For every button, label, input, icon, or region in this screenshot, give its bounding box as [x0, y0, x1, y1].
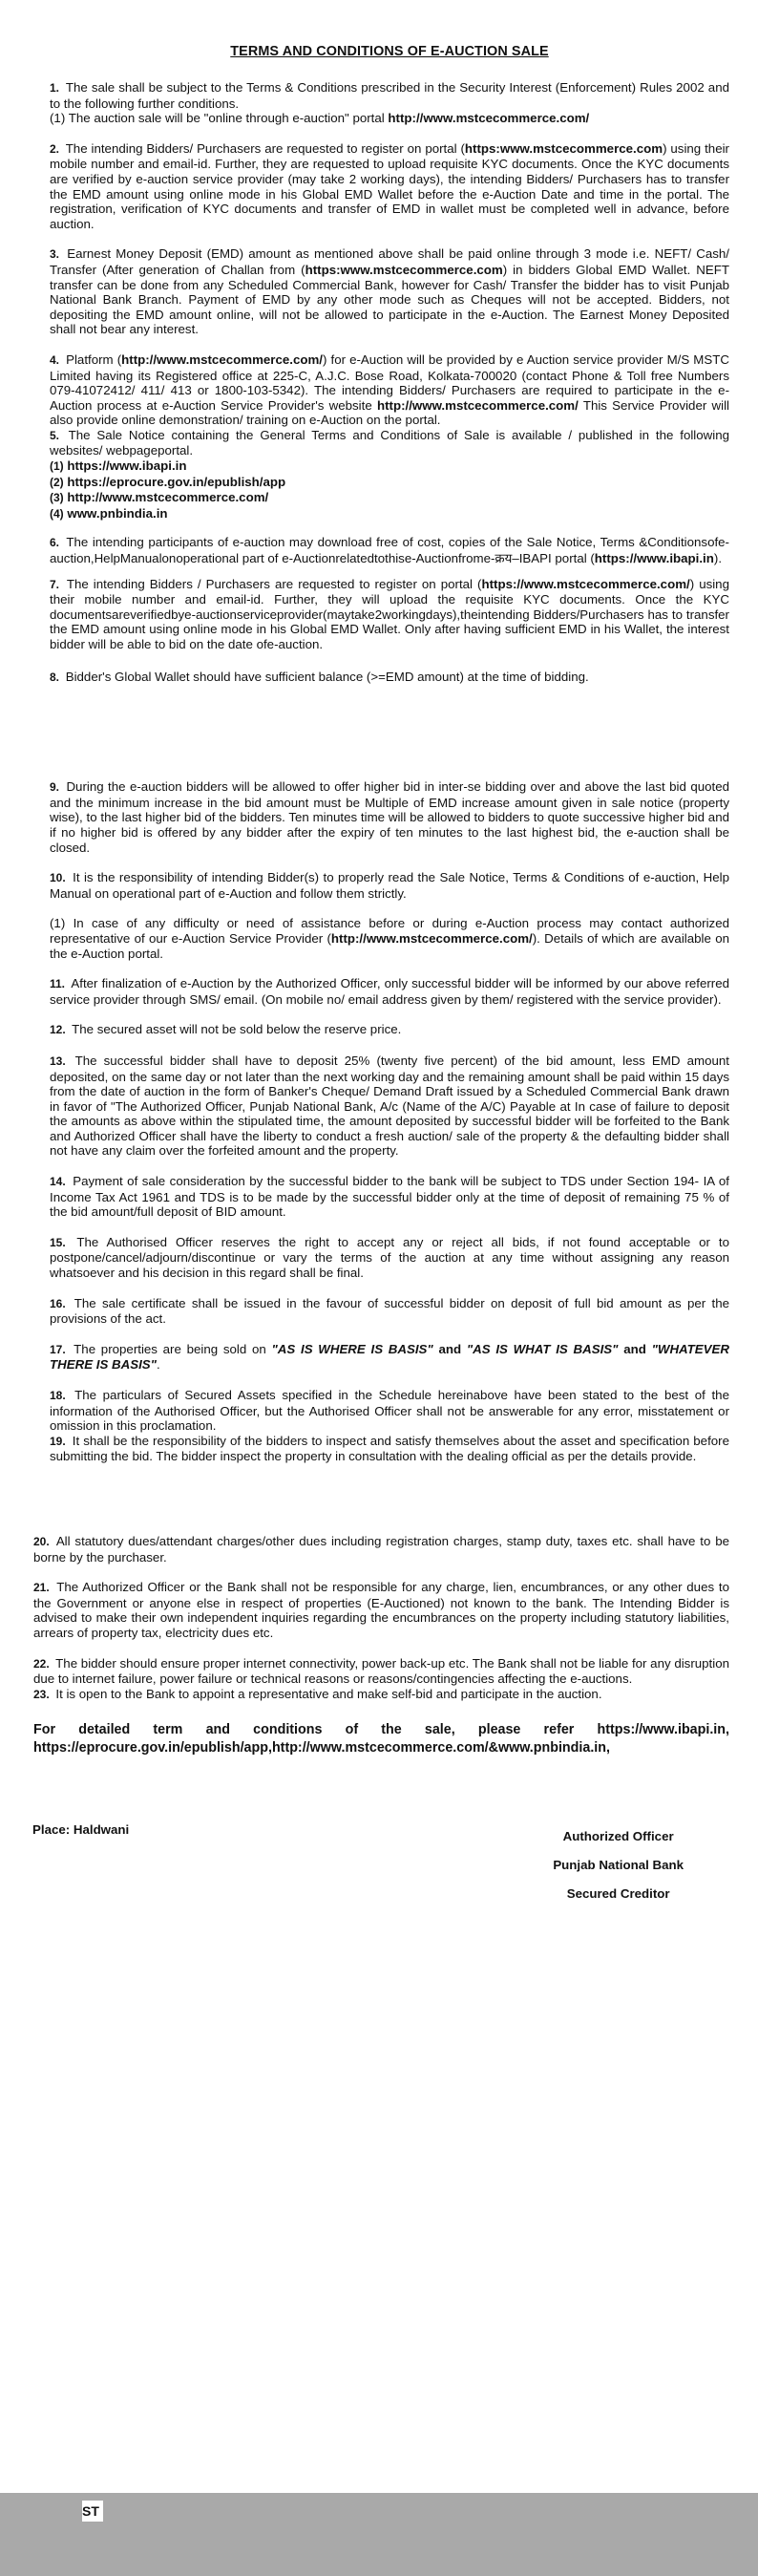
clause-number: 21. — [33, 1581, 50, 1595]
clause-text-mid: ) for e-Auction will be provided by e Auction service provider M/S MSTC Limited having its Registered office at 225-C, A.J.C. Bose Road, Kolkata-700020 (contact Phone & Toll free Numbers 079-41072412/ 411/ 413 or 1800-103-5342). The intending Bidders/ Purchasers are required to participate in the e-Auction process at e-Auction Service Provider's website — [50, 351, 729, 413]
basis-term: "AS IS WHERE IS BASIS" — [271, 1341, 433, 1356]
sub-text: The auction sale will be "online through e-auction" portal — [68, 111, 385, 126]
clause-number: 8. — [50, 670, 60, 684]
clause-number: 13. — [50, 1054, 66, 1068]
page-break-gap — [50, 695, 729, 779]
clause-number: 18. — [50, 1389, 66, 1402]
clause-number: 19. — [50, 1434, 66, 1448]
clause-text: The secured asset will not be sold below the reserve price. — [72, 1022, 402, 1037]
clause-text: All statutory dues/attendant charges/other dues including registration charges, stamp duty, taxes etc. shall have to be borne by the purchaser. — [33, 1533, 729, 1565]
website-item[interactable]: (1) https://www.ibapi.in — [50, 458, 187, 474]
sub-text-post: ). Details of which are available on the e-Auction portal. — [50, 930, 729, 961]
clause-text-post: ) using their mobile number and email-id. Further, they are requested to upload requisite KYC documents. Once the KYC documents are verified by e-auction service provider (may take 2 working days), the intending Bidders/ Purchasers has to transfer the EMD amount using online mode in his Global EMD Wallet before the e-Auction Date and time in the portal. The registration, verification of KYC documents and transfer of EMD in wallet must be completed well in advance, before auction. — [50, 140, 729, 231]
clause-text-post: . — [156, 1357, 160, 1373]
clause-number: 4. — [50, 352, 60, 367]
clause-text: During the e-auction bidders will be allowed to offer higher bid in inter-se bidding over and above the last bid quoted and the minimum increase in the bid amount must be Multiple of EMD increase amount given in sale notice (property wise), to the last higher bid of the bidders. Ten minutes time will be allowed to bidders to quote successive higher bid and if no higher bid is offered by any bidder after the expiry of ten minutes to the last highest bid, the e-auction shall be closed. — [50, 779, 729, 855]
website-list — [50, 458, 729, 522]
clause-18 — [50, 1388, 729, 1434]
portal-link[interactable]: https://www.mstcecommerce.com/ — [481, 576, 690, 591]
clause-1 — [50, 80, 729, 111]
clause-text: The Authorized Officer or the Bank shall not be responsible for any charge, lien, encumbrances, or any other dues to the Government or anyone else in respect of properties (E-Auctioned) not known to the bank. The Intending Bidder is advised to make their own independent inquiries regarding the encumbrances on the property including statutory liabilities, arrears of property tax, electricity dues etc. — [33, 1580, 729, 1640]
clause-number: 14. — [50, 1175, 66, 1189]
clause-number: 5. — [50, 428, 60, 442]
clause-8 — [50, 670, 729, 686]
clause-4 — [50, 352, 729, 428]
clause-10-sub — [50, 916, 729, 961]
clause-text: The successful bidder shall have to deposit 25% (twenty five percent) of the bid amount, less EMD amount deposited, on the same day or not later than the next working day and the remaining amount shall be paid within 15 days from the date of auction in the form of Banker's Cheque/ Demand Draft issued by a Scheduled Commercial Bank drawn in favor of "The Authorized Officer, Punjab National Bank, A/c (Name of the A/C) Payable at In case of failure to deposit the amounts as above within the stipulated time, the amount deposited by successful bidder will be forfeited to the Bank and Authorized Officer shall have the liberty to conduct a fresh auction/ sale of the property & the defaulting bidder shall not have any claim over the forfeited amount and the property. — [50, 1053, 729, 1159]
clause-number: 2. — [50, 141, 60, 156]
conjunction: and — [438, 1341, 462, 1356]
portal-link[interactable]: http://www.mstcecommerce.com/ — [388, 111, 590, 126]
clause-2 — [50, 141, 729, 232]
clause-number: 11. — [50, 977, 66, 991]
clause-number: 9. — [50, 780, 60, 795]
sub-number: (1) — [50, 111, 66, 126]
clause-text: It is open to the Bank to appoint a representative and make self-bid and participate in the auction. — [55, 1686, 602, 1701]
clause-text-post: ) using their mobile number and email-id. Further, they will upload the requisite KYC documents. Once the KYC documentsareverifiedbye-auctionserviceprovider(maytake2workingdays),theintending Bidders/Purchasers has to transfer the EMD amount using online mode in his Global EMD Wallet. Only after having sufficient EMD in his Wallet, the interest bidder will be able to bid on the date ofe-auction. — [50, 576, 729, 651]
page-break-gap — [50, 1475, 729, 1534]
clause-text-pre: Earnest Money Deposit (EMD) amount as mentioned above shall be paid online through 3 mode i.e. NEFT/ Cash/ Transfer (After generation of Challan from ( — [50, 246, 729, 277]
clause-text-pre: Platform ( — [66, 351, 122, 367]
portal-link[interactable]: http://www.mstcecommerce.com/ — [121, 351, 323, 367]
conjunction: and — [623, 1341, 646, 1356]
clause-number: 7. — [50, 577, 60, 591]
website-item[interactable]: (2) https://eprocure.gov.in/epublish/app — [50, 474, 286, 489]
sub-number: (1) — [50, 916, 66, 931]
clause-text-pre: The intending Bidders / Purchasers are requested to register on portal ( — [66, 576, 482, 591]
clause-14 — [50, 1174, 729, 1220]
clause-number: 22. — [33, 1656, 50, 1671]
clause-number: 10. — [50, 871, 66, 885]
clause-19 — [50, 1434, 729, 1464]
clause-text: The Sale Notice containing the General Terms and Conditions of Sale is available / published in the following websites/ webpageportal. — [50, 427, 729, 458]
portal-link[interactable]: https:www.mstcecommerce.com — [305, 262, 503, 277]
clause-text-post: ) in bidders Global EMD Wallet. NEFT transfer can be done from any Scheduled Commercial Bank, however for Cash/ Transfer the bidder has to visit Punjab National Bank Branch. Payment of EMD by any other mode such as Cheques will not be accepted. Bidders, not depositing the EMD amount online, will not be allowed to participate in the e-Auction. The Earnest Money Deposited shall not bear any interest. — [50, 262, 729, 337]
officer-block — [553, 1822, 684, 1908]
footer-stub-text: ST — [82, 2501, 103, 2522]
place-label: Place: Haldwani — [32, 1822, 130, 1838]
clause-number: 1. — [50, 81, 60, 95]
clause-16 — [50, 1296, 729, 1327]
clause-9 — [50, 779, 729, 855]
clause-text-pre: The properties are being sold on — [74, 1341, 266, 1356]
clause-text-post: ). — [713, 551, 723, 566]
clause-number: 15. — [50, 1235, 66, 1249]
final-note: For detailed term and conditions of the sale, please refer https://www.ibapi.in, https://eprocure.gov.in/epublish/app,http://www.mstcecommerce.com/&www.pnbindia.in, — [33, 1722, 729, 1756]
clause-5 — [50, 428, 729, 458]
website-item[interactable]: (3) http://www.mstcecommerce.com/ — [50, 490, 269, 505]
portal-link[interactable]: http://www.mstcecommerce.com/ — [376, 397, 579, 413]
clause-17 — [50, 1342, 729, 1373]
clause-number: 17. — [50, 1342, 66, 1356]
clause-text: After finalization of e-Auction by the Authorized Officer, only successful bidder will be informed by our above referred service provider through SMS/ email. (On mobile no/ email address given by them/ registered with the service provider). — [50, 976, 729, 1007]
sub-text-pre: In case of any difficulty or need of assistance before or during e-Auction process may contact authorized representative of our e-Auction Service Provider ( — [50, 916, 729, 946]
clause-20 — [33, 1534, 729, 1565]
bank-name: Punjab National Bank — [553, 1858, 684, 1873]
clause-7 — [50, 577, 729, 652]
officer-title: Authorized Officer — [562, 1829, 674, 1844]
clause-number: 23. — [33, 1687, 50, 1701]
clause-15 — [50, 1235, 729, 1281]
clause-11 — [50, 976, 729, 1007]
clause-number: 12. — [50, 1023, 66, 1037]
clause-1-sub — [50, 111, 729, 126]
clause-10 — [50, 870, 729, 901]
clause-21 — [33, 1580, 729, 1640]
clause-23 — [33, 1687, 729, 1703]
clause-number: 20. — [33, 1534, 50, 1548]
clause-text-pre: The intending Bidders/ Purchasers are requested to register on portal ( — [65, 140, 465, 156]
clause-number: 6. — [50, 536, 60, 550]
clause-number: 16. — [50, 1296, 66, 1310]
portal-link[interactable]: https://www.ibapi.in — [594, 551, 714, 566]
creditor-label: Secured Creditor — [566, 1886, 670, 1902]
website-item[interactable]: (4) www.pnbindia.in — [50, 505, 168, 521]
clause-13 — [50, 1054, 729, 1159]
clause-number: 3. — [50, 247, 60, 262]
clause-text: It is the responsibility of intending Bidder(s) to properly read the Sale Notice, Terms & Conditions of e-auction, Help Manual on operational part of e-Auction and follow them strictly. — [50, 870, 729, 901]
footer-overlay — [107, 2501, 758, 2522]
clause-text-post: This Service Provider will also provide online demonstration/ training on e-Auction on the portal. — [50, 397, 729, 428]
clause-22 — [33, 1656, 729, 1687]
clause-text: The sale shall be subject to the Terms & Conditions prescribed in the Security Interest (Enforcement) Rules 2002 and to the following further conditions. — [50, 80, 729, 111]
page-break-gap — [50, 1757, 729, 1822]
clause-text-pre: The intending participants of e-auction may download free of cost, copies of the Sale Notice, Terms &Conditionsofe-auction,HelpManualonoperational part of e-Auctionrelatedtothise-Auctionfrome-क्रय–IBAPI portal ( — [50, 535, 729, 566]
page-title: TERMS AND CONDITIONS OF E-AUCTION SALE — [230, 44, 549, 59]
portal-link[interactable]: https:www.mstcecommerce.com — [464, 140, 663, 156]
clause-12 — [50, 1022, 729, 1038]
clause-text: Payment of sale consideration by the successful bidder to the bank will be subject to TDS under Section 194- IA of Income Tax Act 1961 and TDS is to be made by the successful bidder only at the time of deposit of remaining 75 % of the bid amount/full deposit of BID amount. — [50, 1174, 729, 1220]
clause-text: The sale certificate shall be issued in the favour of successful bidder on deposit of full bid amount as per the provisions of the act. — [50, 1295, 729, 1327]
basis-term: "WHATEVER THERE IS BASIS" — [50, 1341, 729, 1373]
portal-link[interactable]: http://www.mstcecommerce.com/ — [330, 930, 533, 946]
basis-term: "AS IS WHAT IS BASIS" — [466, 1341, 619, 1356]
clause-text: The bidder should ensure proper internet connectivity, power back-up etc. The Bank shall not be liable for any disruption due to internet failure, power failure or technical reasons or reasons/contingencies affecting the e-auctions. — [33, 1655, 729, 1687]
clause-text: The particulars of Secured Assets specified in the Schedule hereinabove have been stated to the best of the information of the Authorised Officer, but the Authorised Officer shall not be answerable for any error, misstatement or omission in this proclamation. — [50, 1388, 729, 1434]
clause-6 — [50, 535, 729, 565]
clause-text: It shall be the responsibility of the bidders to inspect and satisfy themselves about the asset and specification before submitting the bid. The bidder inspect the property in consultation with the dealing official as per the details provide. — [50, 1433, 729, 1464]
clause-text: The Authorised Officer reserves the right to accept any or reject all bids, if not found acceptable or to postpone/cancel/adjourn/discontinue or vary the terms of the auction at any time without assigning any reason whatsoever and his decision in this regard shall be final. — [50, 1234, 729, 1281]
clause-text: Bidder's Global Wallet should have sufficient balance (>=EMD amount) at the time of bidding. — [65, 669, 589, 684]
signature-block — [32, 1822, 729, 1918]
clause-3 — [50, 246, 729, 337]
